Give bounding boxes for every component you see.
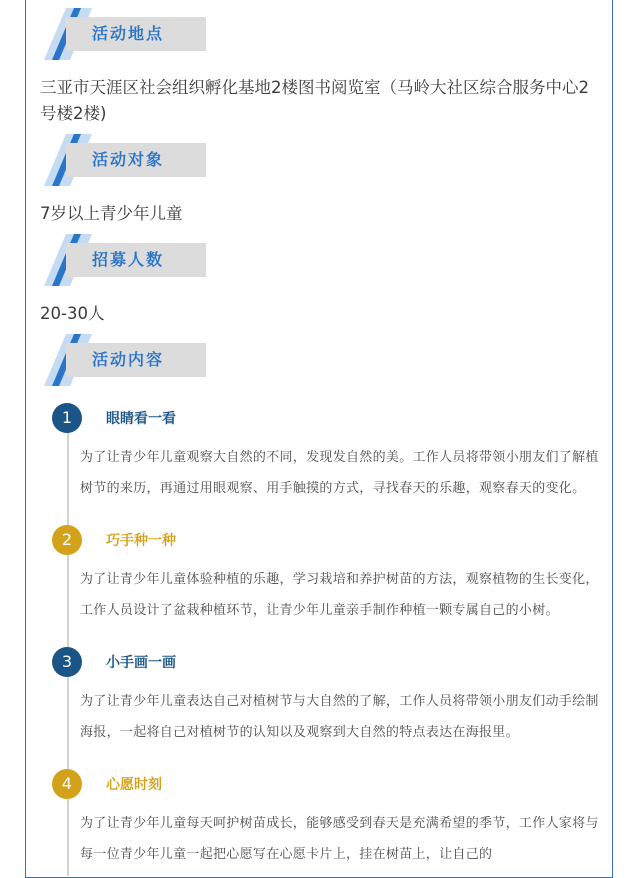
section-title: 活动对象 xyxy=(66,143,206,177)
section-title: 招募人数 xyxy=(66,243,206,277)
step-title: 巧手种一种 xyxy=(106,533,176,549)
step-title: 心愿时刻 xyxy=(106,777,162,793)
step-description: 为了让青少年儿童观察大自然的不同，发现发自然的美。工作人员将带领小朋友们了解植树节的来历，再通过用眼观察、用手触摸的方式，寻找春天的乐趣，观察春天的变化。 xyxy=(80,450,599,496)
step-number-badge: 1 xyxy=(52,403,82,433)
step-description: 为了让青少年儿童每天呵护树苗成长，能够感受到春天是充满希望的季节，工作人家将与每一位青少年儿童一起把心愿写在心愿卡片上，挂在树苗上，让自己的 xyxy=(80,816,599,862)
step-number-badge: 4 xyxy=(52,769,82,799)
step-title: 小手画一画 xyxy=(106,655,176,671)
step-number-badge: 3 xyxy=(52,647,82,677)
location-text: 三亚市天涯区社会组织孵化基地2楼图书阅览室（马岭大社区综合服务中心2号楼2楼) xyxy=(40,78,589,123)
step-title: 眼睛看一看 xyxy=(106,411,176,427)
step-description: 为了让青少年儿童表达自己对植树节与大自然的了解，工作人员将带领小朋友们动手绘制海报，一起将自己对植树节的认知以及观察到大自然的特点表达在海报里。 xyxy=(80,694,599,740)
section-title: 活动地点 xyxy=(66,17,206,51)
audience-text: 7岁以上青少年儿童 xyxy=(40,204,183,223)
section-title: 活动内容 xyxy=(66,343,206,377)
recruit-text: 20-30人 xyxy=(40,304,105,323)
timeline-line xyxy=(67,416,69,876)
step-description: 为了让青少年儿童体验种植的乐趣，学习栽培和养护树苗的方法，观察植物的生长变化，工作人员设计了盆栽种植环节，让青少年儿童亲手制作种植一颗专属自己的小树。 xyxy=(80,572,599,618)
step-number-badge: 2 xyxy=(52,525,82,555)
